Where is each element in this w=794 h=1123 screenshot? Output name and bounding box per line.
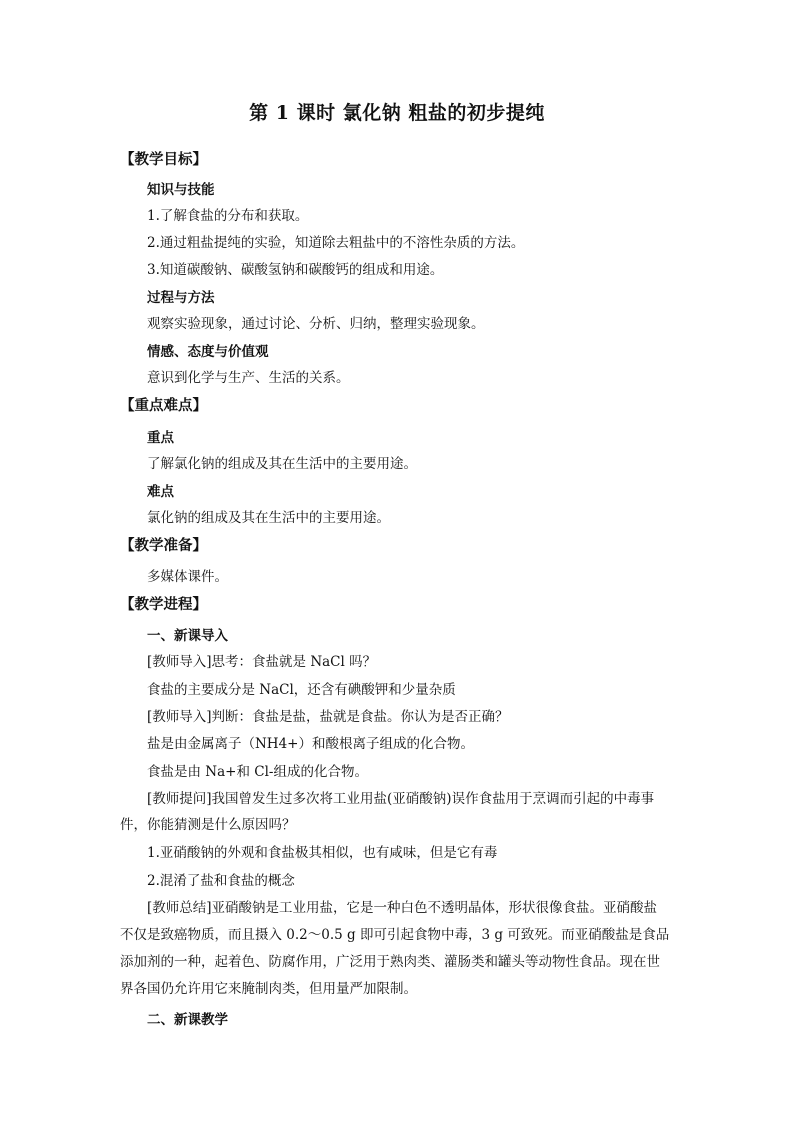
paragraph-line: [教师总结]亚硝酸钠是工业用盐，它是一种白色不透明晶体，形状很像食盐。亚硝酸盐 xyxy=(147,900,658,916)
paragraph-line: 了解氯化钠的组成及其在生活中的主要用途。 xyxy=(147,456,417,472)
paragraph-line: [教师提问]我国曾发生过多次将工业用盐(亚硝酸钠)误作食盐用于烹调而引起的中毒事 xyxy=(147,791,655,807)
paragraph-line: [教师导入]判断：食盐是盐，盐就是食盐。你认为是否正确？ xyxy=(147,709,509,725)
paragraph-line: 食盐的主要成分是 NaCl，还含有碘酸钾和少量杂质 xyxy=(147,682,456,698)
subsection-heading: 情感、态度与价值观 xyxy=(147,344,269,360)
paragraph-line: 3.知道碳酸钠、碳酸氢钠和碳酸钙的组成和用途。 xyxy=(147,262,444,278)
paragraph-line: 不仅是致癌物质，而且摄入 0.2～0.5 g 即可引起食物中毒，3 g 可致死。而亚硝酸盐是食品 xyxy=(120,927,670,943)
subsection-heading: 二、新课教学 xyxy=(147,1012,228,1028)
paragraph-line: 添加剂的一种，起着色、防腐作用，广泛用于熟肉类、灌肠类和罐头等动物性食品。现在世 xyxy=(120,954,660,970)
paragraph-line: 氯化钠的组成及其在生活中的主要用途。 xyxy=(147,510,390,526)
subsection-heading: 一、新课导入 xyxy=(147,628,228,644)
paragraph-line: 2.混淆了盐和食盐的概念 xyxy=(147,873,295,889)
paragraph-line: 食盐是由 Na+和 Cl-组成的化合物。 xyxy=(147,764,368,780)
paragraph-line: [教师导入]思考：食盐就是 NaCl 吗？ xyxy=(147,654,377,670)
subsection-heading: 重点 xyxy=(147,430,174,446)
paragraph-line: 1.亚硝酸钠的外观和食盐极其相似，也有咸味，但是它有毒 xyxy=(147,845,498,861)
paragraph-line: 件，你能猜测是什么原因吗？ xyxy=(120,817,296,833)
paragraph-line: 2.通过粗盐提纯的实验，知道除去粗盐中的不溶性杂质的方法。 xyxy=(147,235,525,251)
subsection-heading: 知识与技能 xyxy=(147,182,215,198)
subsection-heading: 难点 xyxy=(147,484,174,500)
section-heading: 【教学进程】 xyxy=(120,597,207,613)
paragraph-line: 1.了解食盐的分布和获取。 xyxy=(147,208,309,224)
paragraph-line: 多媒体课件。 xyxy=(147,569,228,585)
section-heading: 【教学准备】 xyxy=(120,538,207,554)
subsection-heading: 过程与方法 xyxy=(147,290,215,306)
paragraph-line: 观察实验现象，通过讨论、分析、归纳，整理实验现象。 xyxy=(147,316,485,332)
section-heading: 【重点难点】 xyxy=(120,398,207,414)
paragraph-line: 盐是由金属离子（NH4+）和酸根离子组成的化合物。 xyxy=(147,736,474,752)
paragraph-line: 意识到化学与生产、生活的关系。 xyxy=(147,370,350,386)
section-heading: 【教学目标】 xyxy=(120,152,207,168)
page-title: 第 1 课时 氯化钠 粗盐的初步提纯 xyxy=(249,102,545,124)
paragraph-line: 界各国仍允许用它来腌制肉类，但用量严加限制。 xyxy=(120,981,417,997)
